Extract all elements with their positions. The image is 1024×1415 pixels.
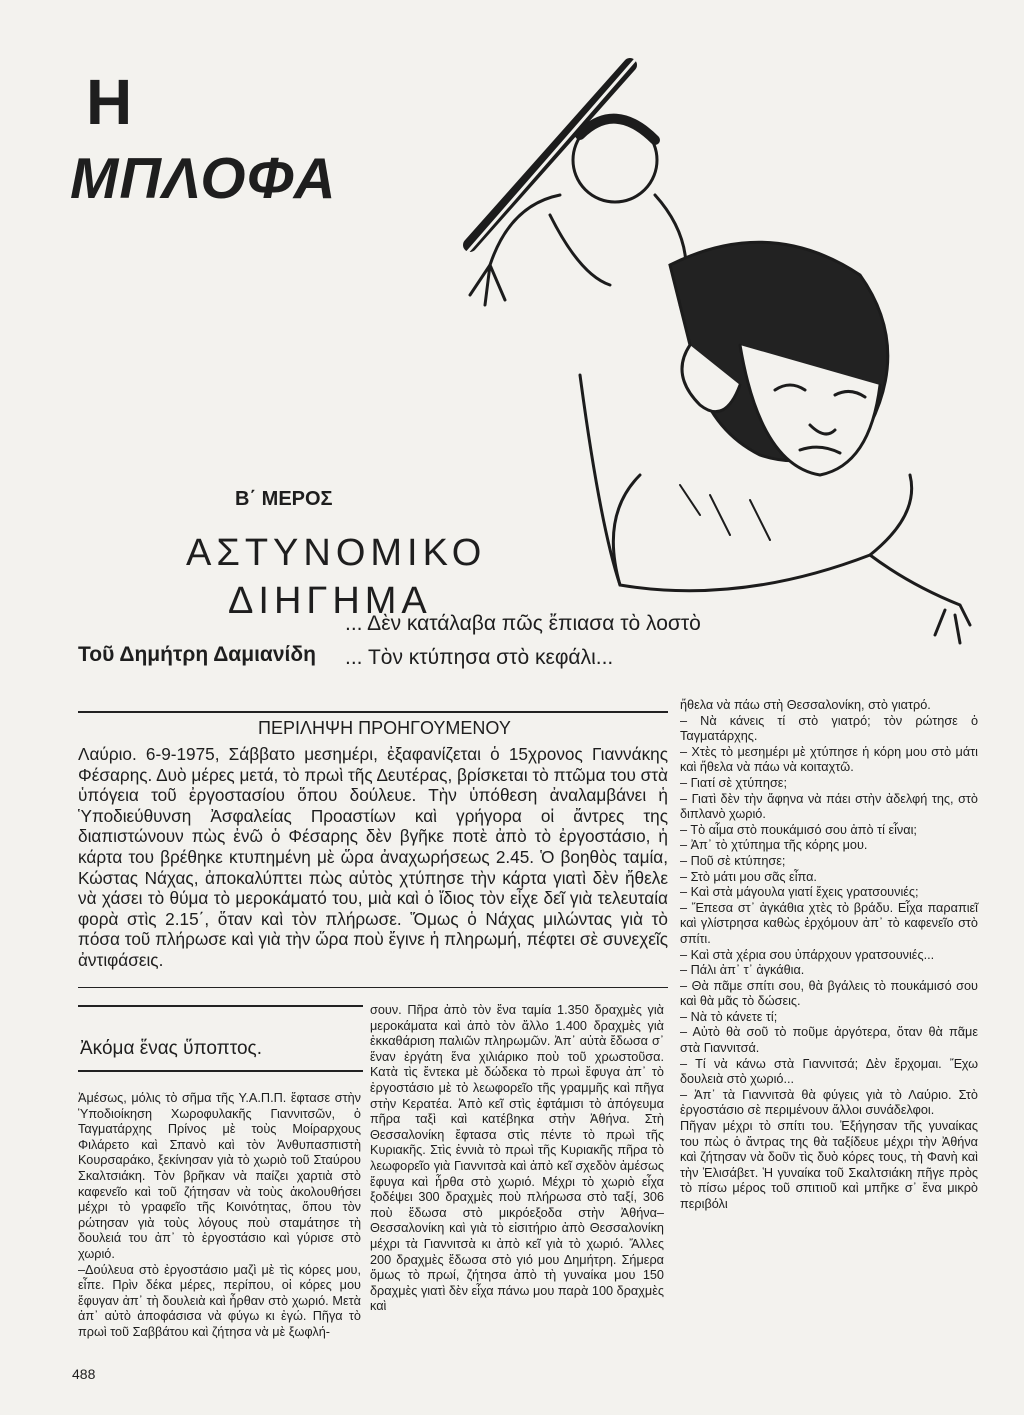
part-label: Β΄ ΜΕΡΟΣ	[235, 488, 333, 510]
paragraph: – Χτὲς τὸ μεσημέρι μὲ χτύπησε ἡ κόρη μου στὸ μάτι καὶ ἤθελα νὰ πάω νὰ κοιταχτῶ.	[680, 744, 978, 775]
paragraph: – Ποῦ σὲ κτύπησε;	[680, 853, 786, 868]
illustration	[440, 45, 1000, 695]
subheading-bottom-rule	[78, 1070, 363, 1072]
summary-body: Λαύριο. 6-9-1975, Σάββατο μεσημέρι, ἐξαφανίζεται ὁ 15χρονος Γιαννάκης Φέσαρης. Δυὸ μέρες μετά, τὸ πρωὶ τῆς Δευτέρας, βρίσκεται τὸ πτῶμα του στὰ ὑπόγεια τοῦ ἐργοστασίου ὅπου δούλευε. Τὴν ὑπόθεση ἀναλαμβάνει ἡ Ὑποδιεύθυνση Ἀσφαλείας Προαστίων καὶ γρήγορα οἱ ἄντρες της διαπιστώνουν πὼς ἐνῶ ὁ Φέσαρης δὲν βγῆκε ποτὲ ἀπὸ τὸ ἐργοστάσιο, ἡ κάρτα του βρέθηκε κτυπημένη μὲ ὥρα ἀναχωρήσεως 2.45. Ὁ βοηθὸς ταμία, Κώστας Νάχας, ἀποκαλύπτει πὼς αὐτὸς χτύπησε τὴν κάρτα γιατὶ δὲν ἤθελε νὰ χάσει τὸ θύμα τὸ μεροκάματό του, μιὰ καὶ ὁ ἴδιος τὸν εἶχε δεῖ γιὰ τελευταία φορὰ στὶς 2.15΄, ὅταν καὶ τὸν πλήρωσε. Ὅμως ὁ Νάχας μιλώντας γιὰ τὸ πόσα τοῦ πλήρωσε καὶ γιὰ τὴν ὥρα ποὺ ἔγινε ἡ πληρωμή, πέφτει σὲ συνεχεῖς ἀντιφάσεις.	[78, 744, 668, 970]
paragraph: – Καὶ στὰ μάγουλα γιατί ἔχεις γρατσουνιές;	[680, 885, 919, 900]
paragraph: – Νὰ τὸ κάνετε τί;	[680, 1009, 778, 1024]
author-byline: Τοῦ Δημήτρη Δαμιανίδη	[78, 643, 316, 666]
story-title: ΜΠΛΟΦΑ	[70, 146, 337, 211]
victim-figure	[580, 242, 970, 643]
page-number: 488	[72, 1366, 96, 1382]
paragraph: – Καὶ στὰ χέρια σου ὑπάρχουν γρατσουνιές...	[680, 947, 935, 962]
paragraph: – Πάλι ἀπ᾽ τ᾽ ἀγκάθια.	[680, 963, 805, 978]
article-column-middle	[370, 1003, 664, 1315]
article-column-right	[680, 698, 978, 1213]
genre-line-1: ΑΣΤΥΝΟΜΙΚΟ	[186, 532, 487, 574]
paragraph: Ἀμέσως, μόλις τὸ σῆμα τῆς Υ.Α.Π.Π. ἔφτασε στὴν Ὑποδιοίκηση Χωροφυλακῆς Γιαννιτσῶν, ὁ Ταγματάρχης Πρίνος μὲ τοὺς Μοίραρχους Φιλάρετο καὶ Σπανὸ καὶ τὸν Ἀνθυπασπιστὴ Κουρσαράκο, ξεκίνησαν γιὰ τὸ χωριὸ τοῦ Σταύρου Σκαλτσιάκη. Τὸν βρῆκαν νὰ παίζει χαρτιὰ στὸ καφενεῖο καὶ τοῦ ζήτησαν νὰ τοὺς ἀκολουθήσει μέχρι τὸ γραφεῖο τῆς Κοινότητας, ὅπου τὸν ρώτησαν γιὰ τοὺς λόγους ποὺ σταμάτησε τὴ δουλειά του ἀπ᾽ τὸ ἐργοστάσιο καὶ γύρισε στὸ χωριό.	[78, 1091, 361, 1261]
paragraph: – Ἀπ᾽ τὸ χτύπημα τῆς κόρης μου.	[680, 838, 868, 853]
attacker-figure	[465, 60, 686, 305]
paragraph: – Αὐτὸ θὰ σοῦ τὸ ποῦμε ἀργότερα, ὅταν θὰ πᾶμε στὰ Γιαννιτσά.	[680, 1025, 978, 1056]
title-line-1: Η	[86, 66, 133, 138]
paragraph: Πῆγαν μέχρι τὸ σπίτι του. Ἐξήγησαν τῆς γυναίκας του πὼς ὁ ἄντρας της θὰ ταξίδευε μέχρι τὴν Ἀθήνα καὶ ζήτησαν νὰ δοῦν τὶς δυὸ κόρες τους, τὴ Φανὴ καὶ τὴν Ἐλισάβετ. Ἡ γυναίκα τοῦ Σκαλτσιάκη πῆγε πρὸς τὸ πίσω μέρος τοῦ σπιτιοῦ καὶ μπῆκε σ᾽ ἕνα μικρὸ περιβόλι	[680, 1119, 978, 1211]
illustration-caption-line-1: ... Δὲν κατάλαβα πῶς ἔπιασα τὸ λοστὸ	[345, 612, 701, 635]
illustration-caption-line-2: ... Τὸν κτύπησα στὸ κεφάλι...	[345, 646, 614, 669]
paragraph: – Γιατὶ δὲν τὴν ἄφηνα νὰ πάει στὴν ἀδελφή της, στὸ διπλανὸ χωριό.	[680, 791, 978, 822]
paragraph: ἤθελα νὰ πάω στὴ Θεσσαλονίκη, στὸ γιατρό.	[680, 698, 931, 712]
paragraph: – Θὰ πᾶμε σπίτι σου, θὰ βγάλεις τὸ πουκάμισό σου καὶ θὰ μᾶς τὸ δώσεις.	[680, 978, 978, 1009]
paragraph: – Τὸ αἷμα στὸ πουκάμισό σου ἀπὸ τί εἶναι;	[680, 822, 917, 837]
paragraph: – Ἔπεσα στ᾽ ἀγκάθια χτὲς τὸ βράδυ. Εἶχα παραπιεῖ καὶ γλίστρησα καθὼς ἐρχόμουν ἀπ᾽ τὸ καφενεῖο στὸ σπίτι.	[680, 900, 978, 946]
paragraph: σουν. Πῆρα ἀπὸ τὸν ἕνα ταμία 1.350 δραχμὲς γιὰ μεροκάματα καὶ ἀπὸ τὸν ἄλλο 1.400 δραχμὲς γιὰ ἐκκαθάριση παλιῶν πληρωμῶν. Ἀπ᾽ αὐτὰ ἔδωσα σ᾽ ἕναν ἐργάτη ἕνα χιλιάρικο ποὺ τοῦ χρωστοῦσα. Κατὰ τὶς ἔντεκα μὲ δώδεκα τὸ πρωὶ ἔφυγα ἀπ᾽ τὸ ἐργοστάσιο μὲ τὸ λεωφορεῖο τῆς γραμμῆς καὶ πῆγα στὴν Κερατέα. Ἀπὸ κεῖ στὶς ἐφτάμισι τὸ ἀπόγευμα πῆρα ταξὶ καὶ κατέβηκα στὴν Ἀθήνα. Στὴ Θεσσαλονίκη ἔφτασα στὶς πέντε τὸ πρωὶ τῆς Κυριακῆς. Στὶς ἐννιὰ τὸ πρωὶ τῆς Κυριακῆς πῆρα τὸ λεωφορεῖο γιὰ Γιαννιτσὰ καὶ ἀπὸ κεῖ σχεδὸν ἀμέσως ἔφυγα καὶ ἦρθα στὸ χωριό. Μέχρι τὸ χωριὸ εἶχα ξοδέψει 300 δραχμὲς ποὺ πλήρωσα στὸ ταξί, 306 ποὺ ἔδωσα στὸ μικρόεξοδα στὴν Ἀθήνα– Θεσσαλονίκη καὶ γιὰ τὸ εἰσιτήριο ἀπὸ Θεσσαλονίκη μέχρι τὰ Γιαννιτσὰ κι ἀπὸ κεῖ γιὰ τὸ χωριό. Ἄλλες 200 δραχμὲς ἔδωσα στὸ γιό μου Δημήτρη. Σήμερα ὅμως τὸ πρωί, ζήτησα ἀπὸ τὴ γυναίκα μου 150 δραχμὲς γιατὶ δὲν εἶχα πάνω μου παρὰ 100 δραχμὲς καὶ	[370, 1003, 664, 1314]
summary-bottom-rule	[78, 987, 668, 988]
paragraph: – Γιατί σὲ χτύπησε;	[680, 775, 787, 790]
summary-title: ΠΕΡΙΛΗΨΗ ΠΡΟΗΓΟΥΜΕΝΟΥ	[258, 718, 511, 738]
article-column-left	[78, 1091, 361, 1341]
paragraph: –Δούλευα στὸ ἐργοστάσιο μαζὶ μὲ τὶς κόρες μου, εἶπε. Πρὶν δέκα μέρες, περίπου, οἱ κόρες μου ἔφυγαν ἀπ᾽ τὴ δουλειὰ καὶ ἦρθαν στὸ χωριό. Μετὰ ἀπ᾽ αὐτὸ ἀποφάσισα νὰ φύγω κι ἐγώ. Πῆγα τὸ πρωὶ τοῦ Σαββάτου καὶ ζήτησα νὰ μὲ ξωφλή-	[78, 1262, 361, 1339]
paragraph: – Νὰ κάνεις τί στὸ γιατρό; τὸν ρώτησε ὁ Ταγματάρχης.	[680, 713, 978, 744]
paragraph: – Στὸ μάτι μου σᾶς εἶπα.	[680, 869, 817, 884]
subheading-top-rule	[78, 1005, 363, 1007]
summary-top-rule	[78, 711, 668, 713]
paragraph: – Ἀπ᾽ τὰ Γιαννιτσὰ θὰ φύγεις γιὰ τὸ Λαύριο. Στὸ ἐργοστάσιο σὲ περιμένουν ἄλλοι συνάδελφοι.	[680, 1087, 978, 1118]
section-subheading: Ἀκόμα ἕνας ὕποπτος.	[80, 1038, 262, 1059]
genre-line-2: ΔΙΗΓΗΜΑ	[228, 580, 432, 622]
paragraph: – Τί νὰ κάνω στὰ Γιαννιτσά; Δὲν ἔρχομαι. Ἔχω δουλειὰ στὸ χωριό...	[680, 1056, 978, 1087]
